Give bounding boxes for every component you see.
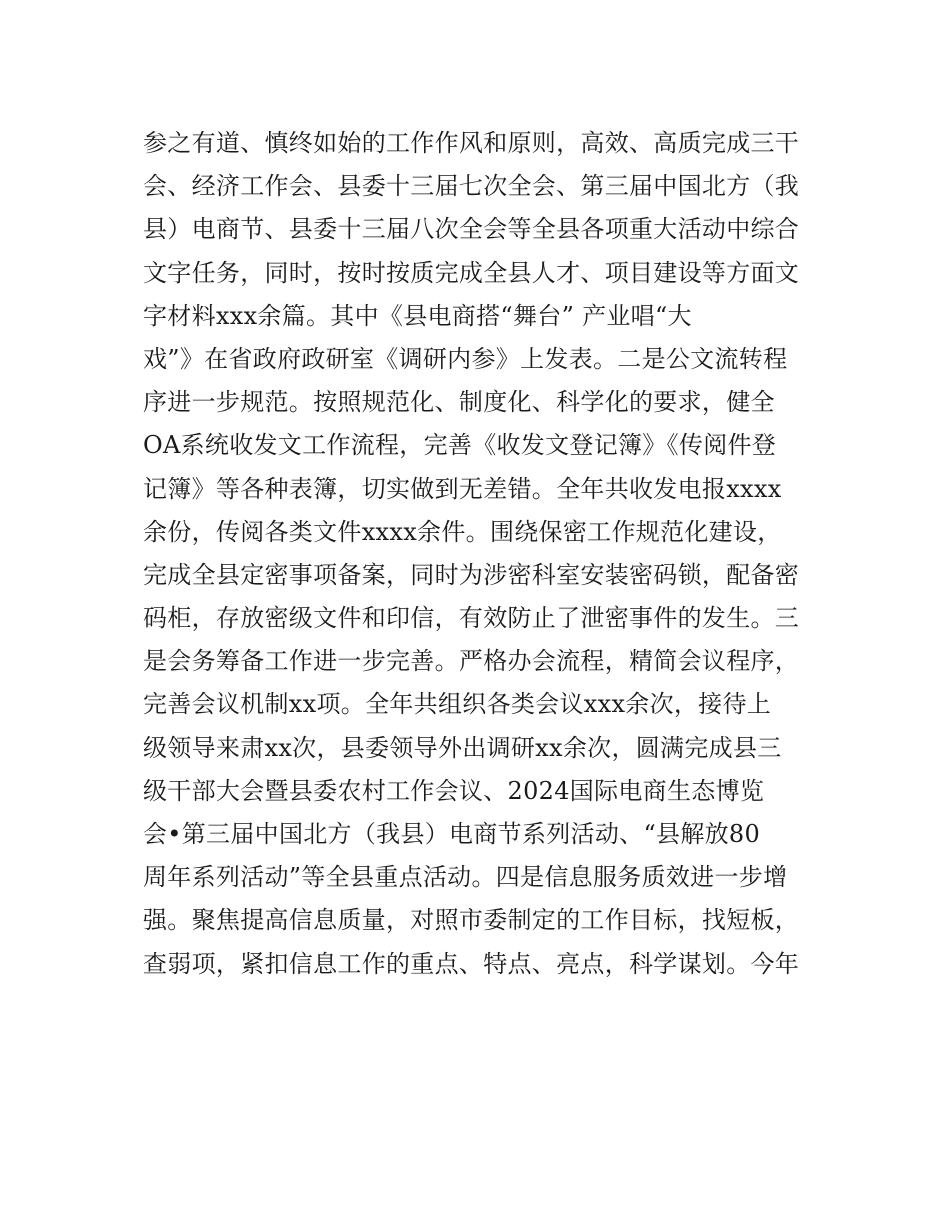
text-line: 记簿》等各种表簿，切实做到无差错。全年共收发电报xxxx — [143, 474, 782, 503]
text-line: 是会务筹备工作进一步完善。严格办会流程，精简会议程序， — [143, 647, 800, 676]
body-text — [143, 122, 823, 986]
text-line: OA系统收发文工作流程，完善《收发文登记簿》《传阅件登 — [143, 431, 777, 460]
text-line: 文字任务，同时，按时按质完成全县人才、项目建设等方面文 — [143, 258, 800, 287]
text-line: 级领导来肃xx次，县委领导外出调研xx余次，圆满完成县三 — [143, 733, 782, 762]
text-line: 余份，传阅各类文件xxxx余件。围绕保密工作规范化建设， — [143, 517, 782, 546]
text-line: 完成全县定密事项备案，同时为涉密科室安装密码锁，配备密 — [143, 560, 800, 589]
text-line: 会•第三届中国北方（我县）电商节系列活动、“县解放80 — [143, 820, 761, 848]
text-line: 级干部大会暨县委农村工作会议、2024国际电商生态博览 — [143, 776, 765, 805]
text-line: 序进一步规范。按照规范化、制度化、科学化的要求，健全 — [143, 388, 775, 417]
text-line: 戏”》在省政府政研室《调研内参》上发表。二是公文流转程 — [143, 344, 788, 373]
text-line: 码柜，存放密级文件和印信，有效防止了泄密事件的发生。三 — [143, 604, 800, 633]
text-line: 完善会议机制xx项。全年共组织各类会议xxx余次，接待上 — [143, 690, 772, 719]
text-line: 周年系列活动”等全县重点活动。四是信息服务质效进一步增 — [143, 863, 788, 892]
text-line: 参之有道、慎终如始的工作作风和原则，高效、高质完成三干 — [143, 129, 800, 157]
text-line: 字材料xxx余篇。其中《县电商搭“舞台” 产业唱“大 — [143, 301, 692, 330]
text-line: 会、经济工作会、县委十三届七次全会、第三届中国北方（我 — [143, 172, 800, 201]
text-line: 强。聚焦提高信息质量，对照市委制定的工作目标，找短板， — [143, 906, 800, 935]
text-line: 县）电商节、县委十三届八次全会等全县各项重大活动中综合 — [143, 215, 800, 244]
text-line: 查弱项，紧扣信息工作的重点、特点、亮点，科学谋划。今年 — [143, 949, 800, 978]
